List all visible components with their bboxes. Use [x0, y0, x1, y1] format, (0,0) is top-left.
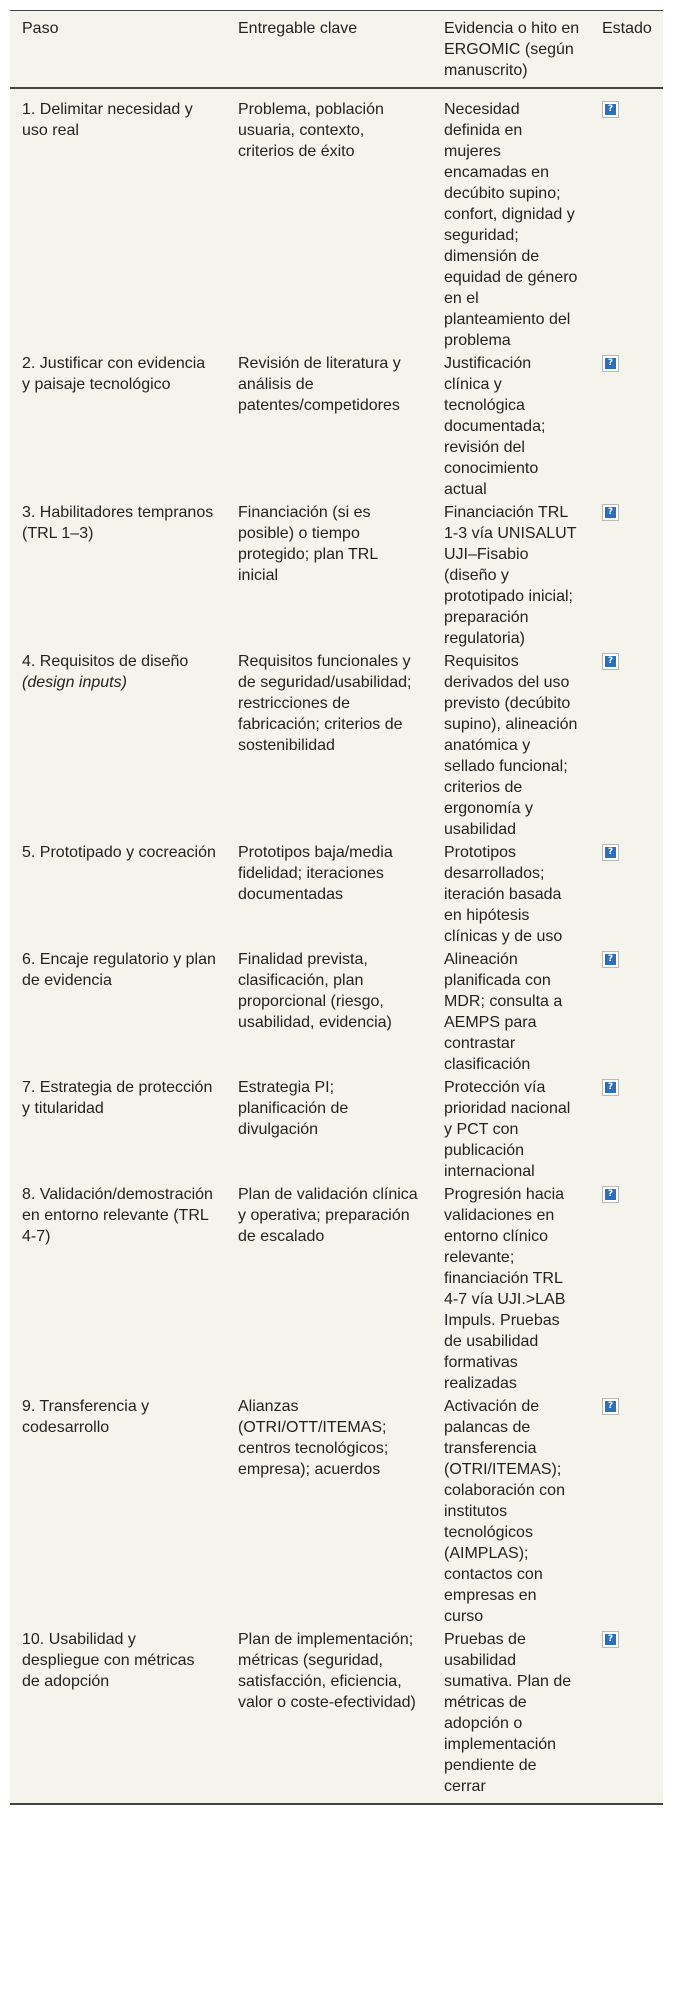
- step-text: 10. Usabilidad y despliegue con métricas de adopción: [22, 1631, 195, 1690]
- status-cell: [590, 1183, 663, 1395]
- status-cell: [590, 88, 663, 352]
- step-cell: [10, 841, 226, 948]
- header-step: Paso: [10, 11, 226, 89]
- broken-image-icon: [602, 844, 619, 861]
- deliverable-cell: Plan de validación clínica y operativa; preparación de escalado: [238, 1186, 418, 1245]
- header-evidence: Evidencia o hito en ERGOMIC (según manuscrito): [432, 11, 590, 89]
- status-cell: [590, 948, 663, 1076]
- broken-image-icon: [602, 1631, 619, 1648]
- deliverable-cell: Revisión de literatura y análisis de patentes/competidores: [238, 355, 401, 414]
- step-cell: [10, 948, 226, 1076]
- step-text: 2. Justificar con evidencia y paisaje tecnológico: [22, 355, 206, 393]
- evidence-cell: Progresión hacia validaciones en entorno clínico relevante; financiación TRL 4-7 vía UJI.>LAB Impuls. Pruebas de usabilidad formativas realizadas: [444, 1186, 566, 1392]
- table-row: [10, 1395, 663, 1628]
- evidence-cell: Requisitos derivados del uso previsto (decúbito supino), alineación anatómica y sellado funcional; criterios de ergonomía y usabilidad: [444, 653, 578, 838]
- step-cell: [10, 88, 226, 352]
- status-cell: [590, 841, 663, 948]
- evidence-cell: Activación de palancas de transferencia (OTRI/ITEMAS); colaboración con institutos tecnológicos (AIMPLAS); contactos con empresas en curso: [444, 1398, 565, 1625]
- deliverable-cell: Prototipos baja/media fidelidad; iteraciones documentadas: [238, 844, 393, 903]
- broken-image-icon: [602, 101, 619, 118]
- table-body: [10, 88, 663, 1804]
- evidence-cell: Prototipos desarrollados; iteración basada en hipótesis clínicas y de uso: [444, 844, 563, 945]
- table-header: [10, 11, 663, 89]
- status-cell: [590, 501, 663, 650]
- step-note: (design inputs): [22, 674, 127, 691]
- step-cell: [10, 1183, 226, 1395]
- table-row: [10, 948, 663, 1076]
- ergomic-steps-table: [10, 10, 663, 1805]
- broken-image-icon: [602, 653, 619, 670]
- evidence-cell: Protección vía prioridad nacional y PCT con publicación internacional: [444, 1079, 571, 1180]
- header-status: Estado: [590, 11, 663, 89]
- status-cell: [590, 1076, 663, 1183]
- broken-image-icon: [602, 1186, 619, 1203]
- broken-image-icon: [602, 951, 619, 968]
- header-row: [10, 11, 663, 89]
- status-cell: [590, 1628, 663, 1804]
- step-cell: [10, 501, 226, 650]
- step-cell: [10, 352, 226, 501]
- deliverable-cell: Problema, población usuaria, contexto, criterios de éxito: [238, 101, 384, 160]
- evidence-cell: Financiación TRL 1-3 vía UNISALUT UJI–Fisabio (diseño y prototipado inicial; preparación regulatoria): [444, 504, 577, 647]
- deliverable-cell: Estrategia PI; planificación de divulgación: [238, 1079, 349, 1138]
- table-row: [10, 88, 663, 352]
- step-cell: [10, 1076, 226, 1183]
- table-row: [10, 1076, 663, 1183]
- status-cell: [590, 1395, 663, 1628]
- evidence-cell: Alineación planificada con MDR; consulta a AEMPS para contrastar clasificación: [444, 951, 563, 1073]
- table-row: [10, 650, 663, 841]
- step-text: 9. Transferencia y codesarrollo: [22, 1398, 150, 1436]
- broken-image-icon: [602, 1398, 619, 1415]
- deliverable-cell: Plan de implementación; métricas (seguridad, satisfacción, eficiencia, valor o coste-efectividad): [226, 1628, 432, 1804]
- step-cell: [10, 1628, 226, 1804]
- evidence-cell: Necesidad definida en mujeres encamadas en decúbito supino; confort, dignidad y seguridad; dimensión de equidad de género en el planteamiento del problema: [444, 101, 578, 349]
- table-row: [10, 1628, 663, 1804]
- step-text: 8. Validación/demostración en entorno relevante (TRL 4-7): [22, 1186, 213, 1245]
- broken-image-icon: [602, 504, 619, 521]
- table-row: [10, 501, 663, 650]
- step-text: 1. Delimitar necesidad y uso real: [22, 101, 193, 139]
- step-text: 4. Requisitos de diseño: [22, 653, 189, 670]
- broken-image-icon: [602, 1079, 619, 1096]
- evidence-cell: Pruebas de usabilidad sumativa. Plan de métricas de adopción o implementación pendiente de cerrar: [432, 1628, 590, 1804]
- status-cell: [590, 352, 663, 501]
- broken-image-icon: [602, 355, 619, 372]
- step-cell: [10, 650, 226, 841]
- deliverable-cell: Alianzas (OTRI/OTT/ITEMAS; centros tecnológicos; empresa); acuerdos: [238, 1398, 389, 1478]
- step-cell: [10, 1395, 226, 1628]
- table-row: [10, 1183, 663, 1395]
- table-container: [10, 10, 663, 1805]
- header-deliverable: Entregable clave: [226, 11, 432, 89]
- status-cell: [590, 650, 663, 841]
- table-row: [10, 841, 663, 948]
- deliverable-cell: Financiación (si es posible) o tiempo protegido; plan TRL inicial: [238, 504, 378, 584]
- step-text: 6. Encaje regulatorio y plan de evidencia: [22, 951, 216, 989]
- deliverable-cell: Requisitos funcionales y de seguridad/usabilidad; restricciones de fabricación; criterios de sostenibilidad: [238, 653, 412, 754]
- table-row: [10, 352, 663, 501]
- step-text: 5. Prototipado y cocreación: [22, 844, 216, 861]
- step-text: 7. Estrategia de protección y titularidad: [22, 1079, 213, 1117]
- step-text: 3. Habilitadores tempranos (TRL 1–3): [22, 504, 214, 542]
- evidence-cell: Justificación clínica y tecnológica documentada; revisión del conocimiento actual: [444, 355, 546, 498]
- deliverable-cell: Finalidad prevista, clasificación, plan proporcional (riesgo, usabilidad, evidencia): [238, 951, 392, 1031]
